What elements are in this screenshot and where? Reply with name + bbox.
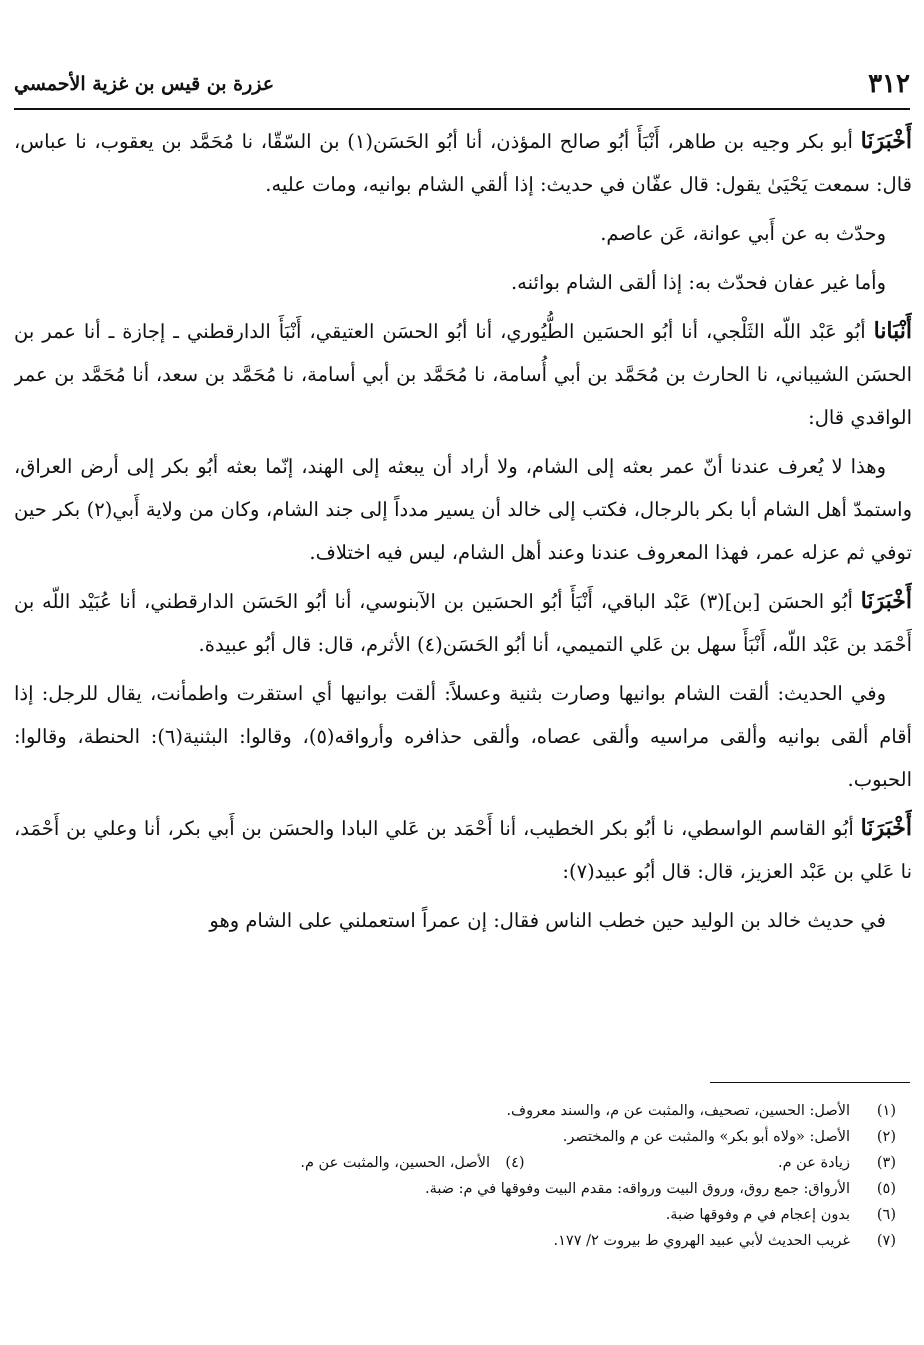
paragraph-text: أبُو عَبْد اللّه الثَلْجي، أنا أبُو الحسَين الطُّيُوري، أنا أبُو الحسَن العتيقي، أَنْبَأَ الدارقطني ـ إجازة ـ أنا عمر بن الحسَن الشيباني، نا الحارث بن مُحَمَّد بن أبي أُسامة، نا مُحَمَّد بن أبي أسامة، نا مُحَمَّد بن سعد، أنا مُحَمَّد بن عمر الواقدي قال:: [14, 320, 912, 429]
paragraph-text: أبُو الحسَن [بن](٣) عَبْد الباقي، أَنْبَأَ أبُو الحسَين بن الآبنوسي، أنا أبُو الحَسَن الدارقطني، أنا عُبَيْد اللّه بن أَحْمَد بن عَبْد اللّه، أَنْبَأَ سهل بن عَلي التميمي، أنا أبُو الحَسَن(٤) الأثرم، قال: قال أبُو عبيدة.: [14, 590, 912, 656]
paragraph-text: وأما غير عفان فحدّث به: إذا ألقى الشام بوائنه.: [510, 271, 886, 294]
page-number: ٣١٢: [868, 69, 910, 99]
footnote-text: الأصل، الحسين، والمثبت عن م.: [300, 1155, 490, 1171]
paragraph-2: [14, 212, 912, 255]
footnote-text: الأصل: الحسين، تصحيف، والمثبت عن م، والسند معروف.: [506, 1103, 850, 1119]
footnote-number: (١): [876, 1103, 896, 1119]
footnote-text: بدون إعجام في م وفوقها ضبة.: [665, 1207, 850, 1223]
paragraph-7: [14, 672, 912, 801]
footnote-text: الأصل: «ولاه أبو بكر» والمثبت عن م والمختصر.: [562, 1129, 850, 1145]
footnote-text: غريب الحديث لأبي عبيد الهروي ط بيروت ٢/ ١٧٧.: [553, 1233, 850, 1249]
paragraph-text: وفي الحديث: ألقت الشام بوانيها وصارت بثنية وعسلاً: ألقت بوانيها أي استقرت واطمأنت، يقال للرجل: إذا أقام ألقى بوانيه وألقى مراسيه وألقى عصاه، وألقى حذافره وأرواقه(٥)، وقالوا: البثنية(٦): الحنطة، وقالوا: الحبوب.: [14, 682, 912, 791]
footnote-number: (٥): [876, 1181, 896, 1197]
running-title: عزرة بن قيس بن غزية الأحمسي: [14, 73, 275, 95]
main-text: [14, 120, 912, 1030]
footnote-number: (٦): [876, 1207, 896, 1223]
paragraph-text: وهذا لا يُعرف عندنا أنّ عمر بعثه إلى الشام، ولا أراد أن يبعثه إلى الهند، إنّما بعثه أبُو بكر إلى أرض العراق، واستمدّ أهل الشام أبا بكر بالرجال، فكتب إلى خالد أن يسير مدداً إلى جند الشام، وكان من ولاية أَبي(٢) بكر حين توفي ثم عزله عمر، فهذا المعروف عندنا وعند أهل الشام، ليس فيه اختلاف.: [14, 455, 912, 564]
footnote-5: [14, 1176, 910, 1202]
narration-lead: أَخْبَرَنَا: [860, 815, 912, 841]
paragraph-6: [14, 580, 912, 666]
paragraph-1: [14, 120, 912, 206]
footnote-number: (٤): [505, 1155, 525, 1171]
footnote-2: [14, 1124, 910, 1150]
paragraph-text: في حديث خالد بن الوليد حين خطب الناس فقال: إن عمراً استعملني على الشام وهو: [209, 909, 886, 932]
page-header: [14, 60, 910, 110]
paragraph-3: [14, 261, 912, 304]
footnote-text: زيادة عن م.: [777, 1155, 850, 1171]
footnotes: [14, 1098, 910, 1254]
paragraph-4: [14, 310, 912, 439]
narration-lead: أَخْبَرَنَا: [860, 588, 912, 614]
footnote-text: الأرواق: جمع روق، وروق البيت ورواقه: مقدم البيت وفوقها في م: ضبة.: [424, 1181, 850, 1197]
footnote-7: [14, 1228, 910, 1254]
paragraph-5: [14, 445, 912, 574]
paragraph-text: أبو بكر وجيه بن طاهر، أَنْبَأَ أبُو صالح المؤذن، أنا أبُو الحَسَن(١) بن السّقّا، نا مُحَمَّد بن يعقوب، نا عباس، قال: سمعت يَحْيَىٰ يقول: قال عفّان في حديث: إذا ألقي الشام بوانيه، ومات عليه.: [14, 130, 912, 196]
narration-lead: أَخْبَرَنَا: [860, 128, 912, 154]
footnote-6: [14, 1202, 910, 1228]
paragraph-text: وحدّث به عن أَبي عوانة، عَن عاصم.: [600, 222, 886, 245]
footnote-number: (٢): [876, 1129, 896, 1145]
paragraph-text: أبُو القاسم الواسطي، نا أبُو بكر الخطيب، أنا أَحْمَد بن عَلي البادا والحسَن بن أَبي بكر، أنا وعلي بن أَحْمَد، نا عَلي بن عَبْد العزيز، قال: قال أبُو عبيد(٧):: [14, 817, 912, 883]
narration-lead: أَنْبَانا: [873, 318, 912, 344]
footnote-row-3-4: [14, 1150, 910, 1176]
footnote-1: [14, 1098, 910, 1124]
footnote-number: (٣): [876, 1155, 896, 1171]
paragraph-9: [14, 899, 912, 942]
paragraph-8: [14, 807, 912, 893]
footnote-number: (٧): [876, 1233, 896, 1249]
footnote-divider: [710, 1082, 910, 1083]
